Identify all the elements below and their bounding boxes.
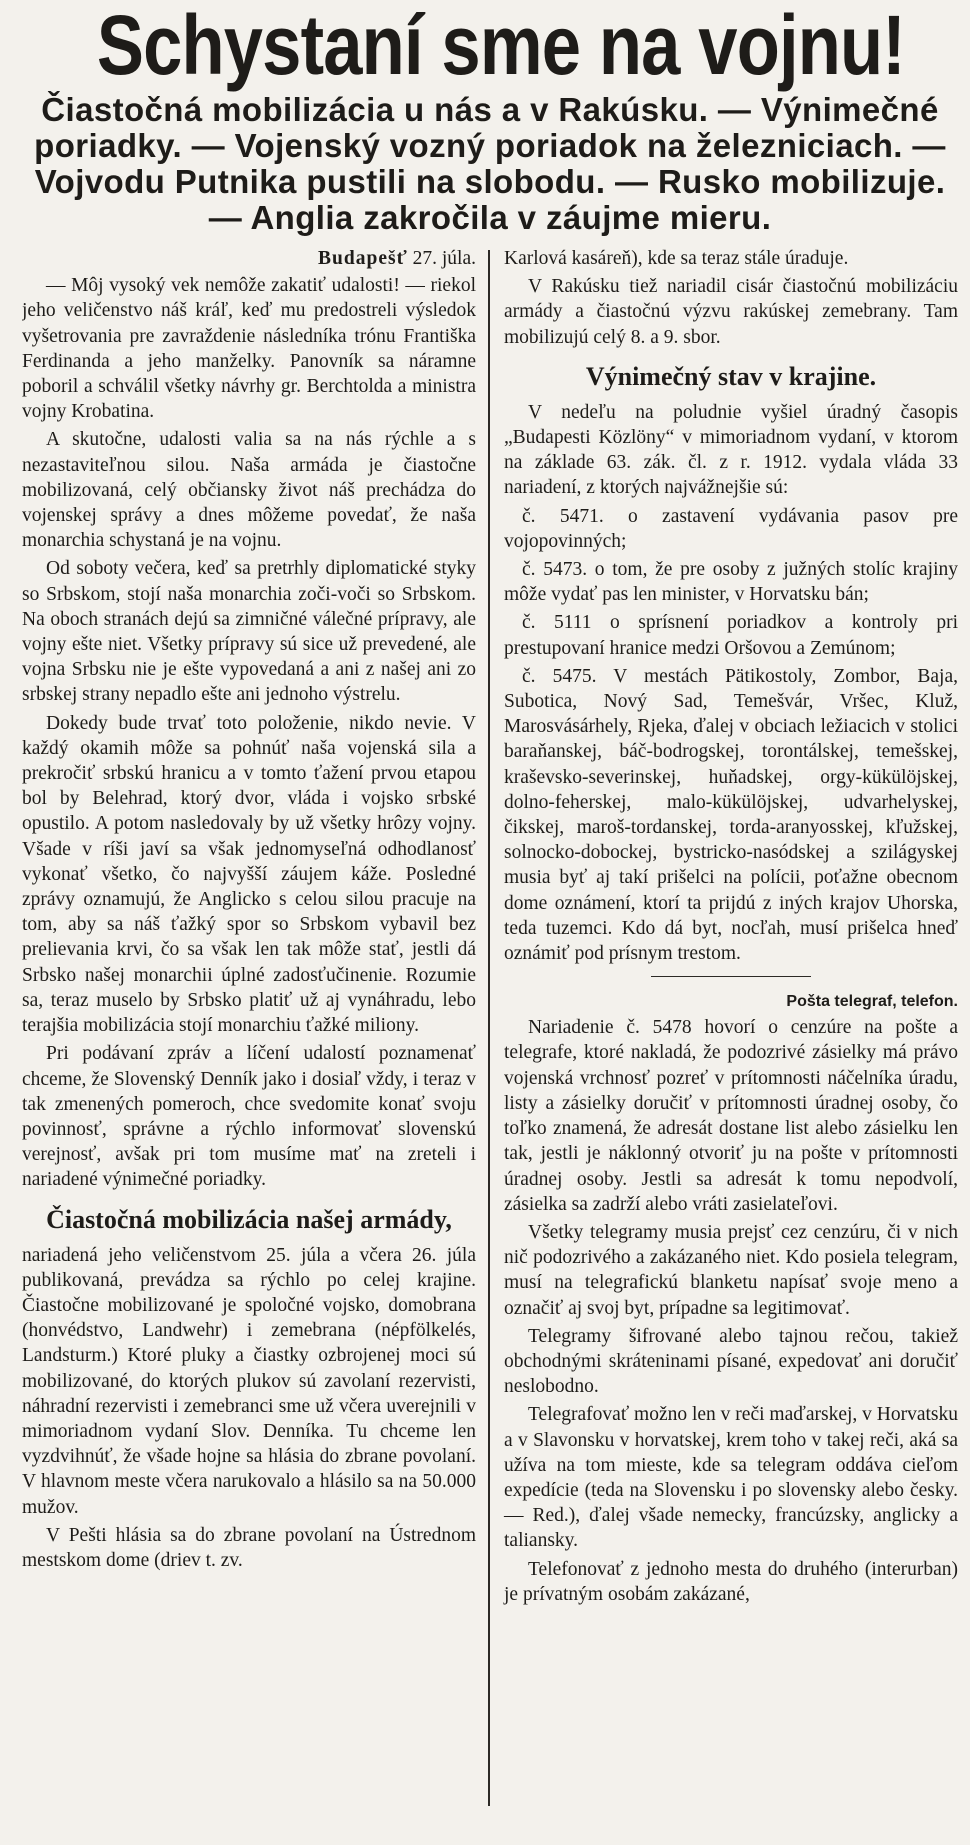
headline: Schystaní sme na vojnu! <box>96 0 905 92</box>
dateline <box>22 246 476 271</box>
ordinance-item: č. 5473. o tom, že pre osoby z južných stolíc krajiny môže vydať pas len minister, v Horvatsku bán; <box>504 559 958 606</box>
ordinance-item: č. 5475. V mestách Pätikostoly, Zombor, Baja, Subotica, Nový Sad, Temešvár, Vršec, Kluž, Marosvásárhely, Rjeka, ďalej v obciach ležiacich v stolici baraňanskej, báč-bodrogskej, torontálskej, temešskej, kraševsko-severinskej, huňadskej, orgy-kükülöjskej, dolno-feherskej, malo-kükülöjskej, udvarhelyskej, čikskej, maroš-tordanskej, torda-aranyosskej, kľužskej, solnocko-dobockej, bystricko-nasódskej a szilágyskej musia byť aj takí prišelci na polícii, poťažne obecnom dome oznámení, ktorí ta prijdú z iných krajov Uhorska, teda tuzemci. Kdo dá byt, nocľah, musí prišelca hneď oznámiť pod prísnym trestom. <box>504 665 958 965</box>
left-column <box>22 246 488 1806</box>
right-column <box>490 246 958 1806</box>
section-divider <box>651 976 811 977</box>
right-paragraph: Karlová kasáreň), kde sa teraz stále úraduje. <box>504 248 849 269</box>
subsection-title-post: Pošta telegraf, telefon. <box>786 993 958 1011</box>
left-paragraph: Dokedy bude trvať toto položenie, nikdo nevie. V každý okamih môže sa pohnúť naša vojenská sila a prekročiť srbskú hranicu a v tomto ťažení prvou etapou bol by Belehrad, ktorý dvor, vláda i vojsko srbské opustilo. A potom nasledovaly by už všetky hrôzy vojny. Všade v ríši javí sa však jednomyseľná odhodlanosť vykonať všetko, čo najvyšší záujem káže. Posledné zprávy oznamujú, že Anglicko s celou silou pracuje na tom, aby sa náš ťažký spor so Srbskom vybavil bez prelievania krvi, čo sa však len tak môže stať, jestli dá Srbsko našej monarchii úplné zadosťučinenie. Rozumie sa, teraz muselo by Srbsko platiť už aj vynáhradu, lebo terajšia mobilizácia stojí monarchiu ťažké miliony. <box>22 712 476 1037</box>
dateline-date: 27. júla. <box>412 248 476 269</box>
post-paragraph: Telegramy šifrované alebo tajnou rečou, takiež obchodnými skráteninami písané, expedovať ani doručiť neslobodno. <box>504 1325 958 1398</box>
emergency-intro: V nedeľu na poludnie vyšiel úradný časopis „Budapesti Közlöny“ v mimoriadnom vydaní, v ktorom na základe 63. zák. čl. z r. 1912. vydala vláda 33 nariadení, z ktorých najvážnejšie sú: <box>504 401 958 499</box>
left-paragraph: Pri podávaní zpráv a líčení udalostí poznamenať chceme, že Slovenský Denník jako i dosiaľ vždy, i teraz v tak zmenených pomeroch, chce svedomite konať svoju povinnosť, správne a rýchlo informovať slovenskú verejnosť, avšak pri tom musíme mať na zreteli i nariadené výnimečné poriadky. <box>22 1043 476 1191</box>
left-paragraph: A skutočne, udalosti valia sa na nás rýchle a s nezastaviteľnou silou. Naša armáda je čiastočne mobilizovaná, celý občiansky život náš prechádza do vojenskej správy a dnes môžeme povedať, že naša monarchia schystaná je na vojnu. <box>22 429 476 552</box>
mobilization-paragraph: V Pešti hlásia sa do zbrane povolaní na Ústrednom mestskom dome (driev t. zv. <box>22 1524 476 1571</box>
left-paragraph: Od soboty večera, keď sa pretrhly diplomatické styky so Srbskom, stojí naša monarchia zoči-voči so Srbskom. Na oboch stranách dejú sa zimničné válečné prípravy, ale vojny ešte niet. Všetky prípravy sú sice už prevedené, ale vojna Srbsku nie je ešte vypovedaná a ani z našej ani zo srbskej strany nepadlo ešte ani jednoho výstrelu. <box>22 558 476 706</box>
post-paragraph: Telefonovať z jednoho mesta do druhého (interurban) je prívatným osobám zakázané, <box>504 1558 958 1605</box>
section-title-emergency: Výnimečný stav v krajine. <box>585 361 877 391</box>
mobilization-paragraph: nariadená jeho veličenstvom 25. júla a včera 26. júla publikovaná, prevádza sa rýchlo po celej krajine. Čiastočne mobilizované je spoločné vojsko, domobrana (honvédstvo, Landwehr) i zemebrana (népfölkelés, Landsturm.) Ktoré pluky a čiastky ozbrojenej moci sú mobilizované, do ktorých plukov sú zavolaní rezervisti, náhradní rezervisti i zemebranci sme už včera uverejnili v mimoriadnom vydaní Slov. Denníka. Tu chceme len vyzdvihnúť, že všade hojne sa hlásia do zbrane povolaní. V hlavnom meste včera narukovalo a hlásilo sa na 50.000 mužov. <box>22 1244 476 1518</box>
right-paragraph: V Rakúsku tiež nariadil cisár čiastočnú mobilizáciu armády a čiastočnú výzvu rakúskej zemebrany. Tam mobilizujú celý 8. a 9. sbor. <box>504 276 958 348</box>
post-paragraph: Všetky telegramy musia prejsť cez cenzúru, či v nich nič podozrivého a zakázaného niet. Kdo posiela telegram, musí na telegrafickú blanketu napísať svoje meno a označiť aj svoj byt, prípadne sa legitimovať. <box>504 1221 958 1319</box>
section-title-mobilization: Čiastočná mobilizácia našej armády, <box>46 1204 452 1234</box>
post-paragraph: Telegrafovať možno len v reči maďarskej, v Horvatsku a v Slavonsku v horvatskej, krem toho v takej reči, aká sa užíva na tom mieste, kde sa telegram oddáva cieľom expedície (teda na Slovensku i po slovensky alebo česky. — Red.), ďalej všade nemecky, francúzsky, anglicky a taliansky. <box>504 1404 958 1552</box>
dateline-place: Budapešť <box>318 248 408 269</box>
ordinance-item: č. 5471. o zastavení vydávania pasov pre vojopovinných; <box>504 505 958 552</box>
post-paragraph: Nariadenie č. 5478 hovorí o cenzúre na pošte a telegrafe, ktoré nakladá, že podozrivé zásielky má právo vojenská vrchnosť pozreť v prítomnosti náčelníka úradu, listy a zásielky doručiť v prítomnosti úradnej osoby, čo toľko znamená, že adresát dostane list alebo zásielku len tak, jestli je náklonný otvoriť ju na pošte v prítomnosti úradnej osoby. Jestli sa adresát k tomu nepodvolí, zásielka sa zadrží alebo vráti zasielateľovi. <box>504 1017 958 1215</box>
ordinance-item: č. 5111 o sprísnení poriadkov a kontroly pri prestupovaní hranice medzi Oršovou a Zemúnom; <box>504 612 958 659</box>
article-columns <box>22 246 958 1806</box>
left-paragraph: — Môj vysoký vek nemôže zakatiť udalosti! — riekol jeho veličenstvo náš kráľ, keď mu predostreli výsledok vyšetrovania pre zavraždenie následníka trónu Františka Ferdinanda a jeho manželky. Panovník sa náramne poboril a schválil všetky návrhy gr. Berchtolda a ministra vojny Krobatina. <box>22 275 476 423</box>
subheadline: Čiastočná mobilizácia u nás a v Rakúsku. — Výnimečné poriadky. — Vojenský vozný poriadok na železniciach. — Vojvodu Putnika pustili na slobodu. — Rusko mobilizuje. — Anglia zakročila v záujme mieru. <box>34 91 946 236</box>
